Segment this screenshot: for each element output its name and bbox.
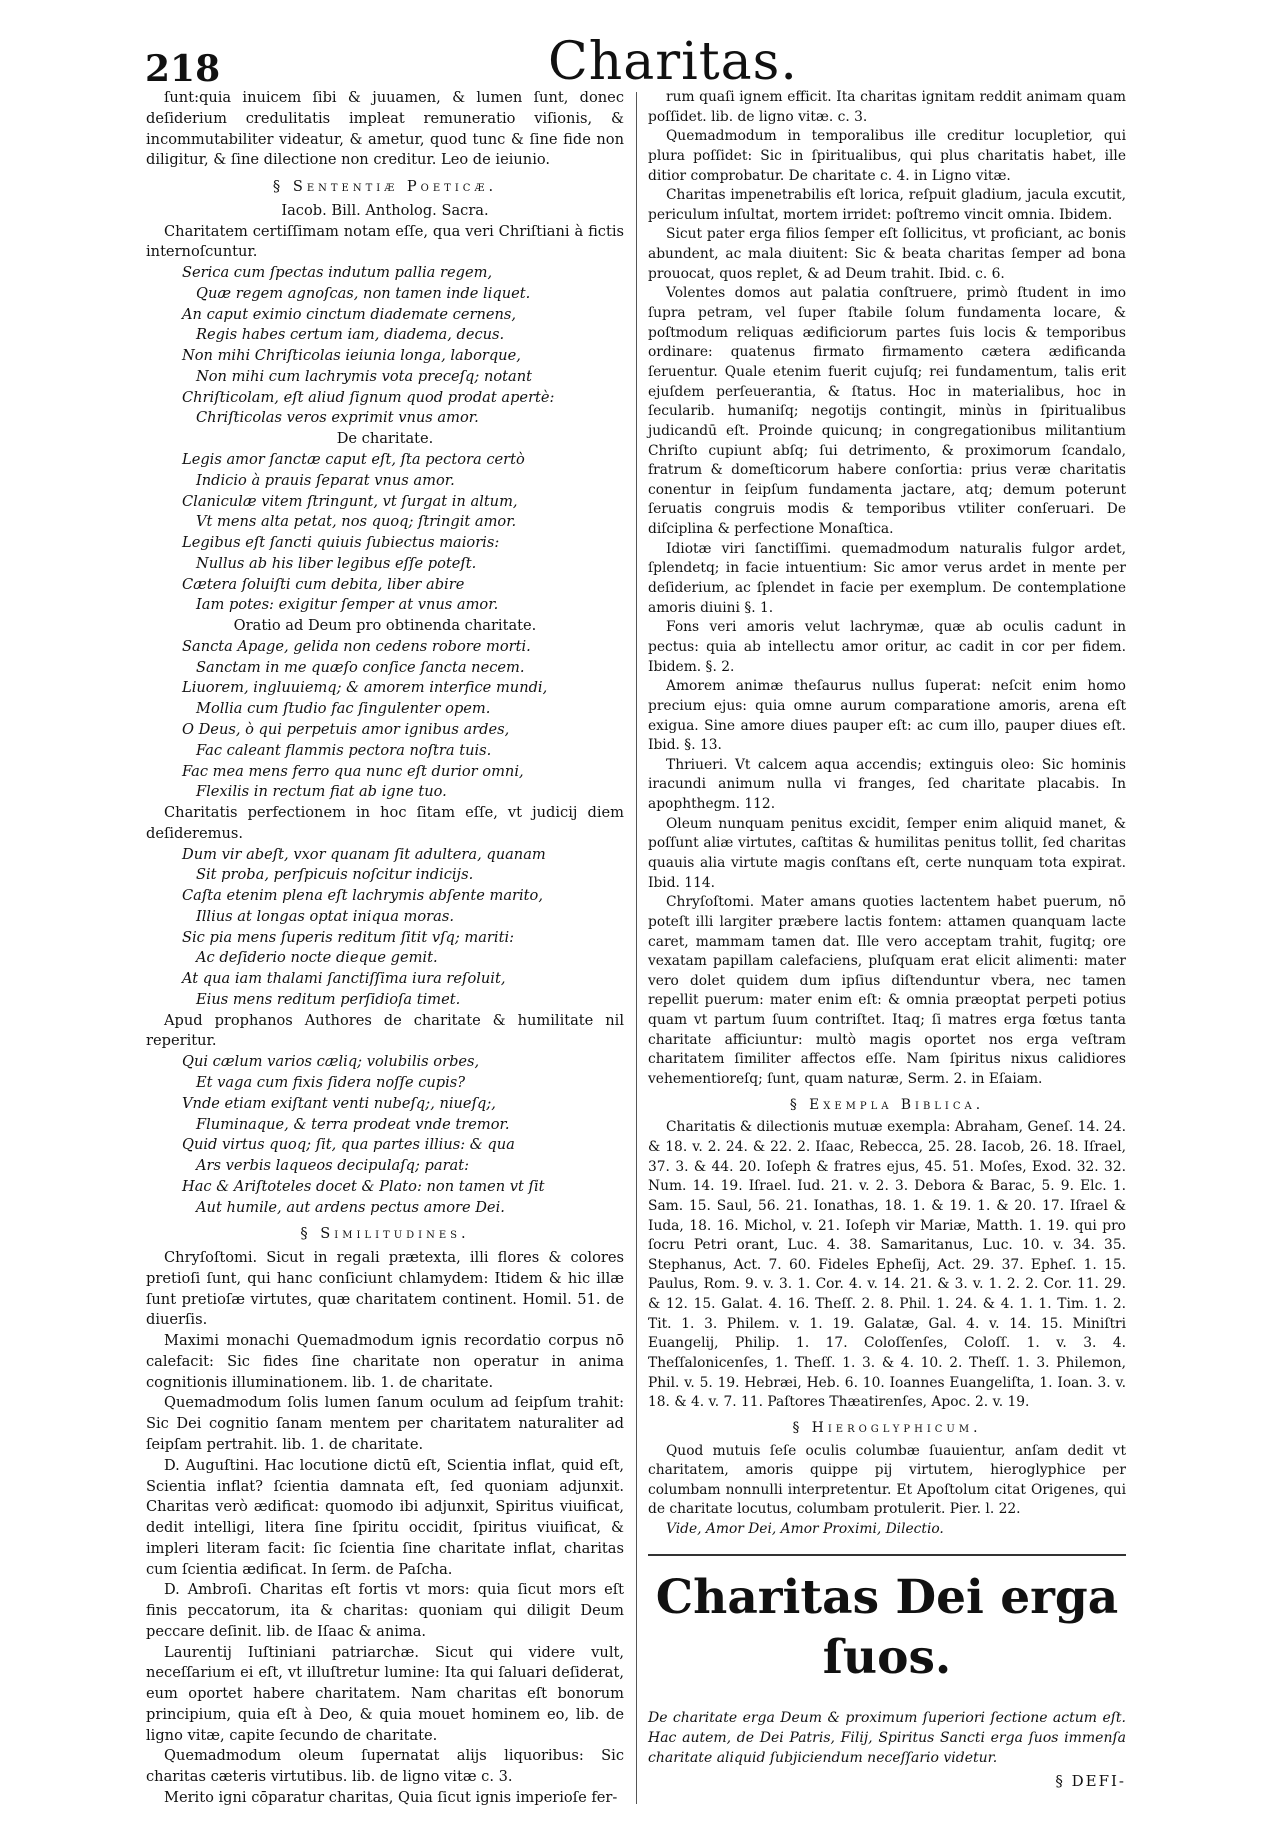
centered-line: Oratio ad Deum pro obtinenda charitate. bbox=[233, 617, 537, 635]
verse-line: Ars verbis laqueos decipulaſq; parat: bbox=[196, 1157, 470, 1175]
verse-line: Qui cælum varios cæliq; volubilis orbes, bbox=[182, 1053, 480, 1071]
verse-line: Regis habes certum iam, diadema, decus. bbox=[196, 326, 505, 344]
section-heading-small: § Sententiæ Poeticæ. bbox=[272, 178, 498, 196]
verse-line: Quæ regem agnoſcas, non tamen inde liquet. bbox=[196, 284, 531, 302]
verse-line: Non mihi Chriſticolas ieiunia longa, laborque, bbox=[182, 347, 521, 365]
verse-line: Mollia cum ſtudio fac ſingulenter opem. bbox=[196, 700, 491, 718]
verse-line: Ac deſiderio nocte dieque gemit. bbox=[196, 949, 438, 967]
paragraph: Charitatis perfectionem in hoc ſitam eſſe, vt judicij diem deſideremus. bbox=[146, 804, 624, 842]
paragraph: Quod mutuis ſeſe oculis columbæ ſuauientur, anſam dedit vt charitatem, amoris quippe pij virtutem, hieroglyphice per columbam nonnulli interpretentur. Et Apoſtolum citat Origenes, qui de charitate locutus, columbam protulerit. Pier. l. 22. bbox=[648, 1442, 1126, 1518]
centered-line: De charitate. bbox=[336, 430, 434, 448]
paragraph: D. Ambroſi. Charitas eſt fortis vt mors: quia ſicut mors eſt finis peccatorum, ita & charitas: quoniam qui diligit Deum peccare deſinit. lib. de Iſaac & anima. bbox=[146, 1581, 624, 1640]
column-divider bbox=[636, 92, 637, 1804]
paragraph: Sicut pater erga filios ſemper eſt ſollicitus, vt proficiant, ac bonis abundent, ac mala diuitent: Sic & beata charitas ſemper ad bona prouocat, quos replet, & ad Deum trahit. Ibid. c. 6. bbox=[648, 226, 1126, 282]
paragraph: rum quaſi ignem efficit. Ita charitas ignitam reddit animam quam poſſidet. lib. de ligno vitæ. c. 3. bbox=[648, 89, 1126, 125]
verse-line: An caput eximio cinctum diademate cernens, bbox=[182, 305, 517, 323]
paragraph: Charitatem certiſſimam notam eſſe, qua veri Chriſtiani à fictis internoſcuntur. bbox=[146, 222, 624, 261]
running-title: Charitas. bbox=[548, 32, 798, 92]
paragraph: Idiotæ viri ſanctiſſimi. quemadmodum naturalis fulgor ardet, ſplendetq; in facie intuentium: Sic amor verus ardet in mente per deſiderium, ac ſplendet in facie per exemplum. De contemplatione amoris diuini §. 1. bbox=[648, 540, 1126, 616]
right-column bbox=[648, 88, 1126, 1791]
centered-line: Iacob. Bill. Antholog. Sacra. bbox=[281, 201, 489, 219]
verse-line: Chriſticolam, eſt aliud ſignum quod prodat apertè: bbox=[182, 388, 555, 406]
page-header bbox=[0, 28, 1269, 92]
verse-line: Fluminaque, & terra prodeat vnde tremor. bbox=[196, 1115, 510, 1133]
paragraph: Volentes domos aut palatia conſtruere, primò ſtudent in imo ſupra petram, vel ſuper ſtabile ſolum fundamenta locare, & poſtmodum reliquas ædificiorum partes ſuis locis & temporibus ordinare: quatenus firmato firmamento cætera ædificanda ſeruentur. Quale etenim fuerit cujuſq; rei fundamentum, talis erit ejuſdem perſeuerantia, & ſtatus. Hoc in materialibus, hoc in ſecularib. humaniſq; negotijs contingit, minùs in ſpiritualibus judicandū eſt. Proinde quicunq; in congregationibus militantium Chriſto cupiunt abſq; ſui detrimento, & proximorum ſcandalo, fratrum & domeſticorum habere conſortia: prius veræ charitatis conentur in ſeipſum fundamenta jactare, atq; demum poterunt ſeruatis congruis modis & temporibus vtiliter conſeruari. De diſciplina & perfectione Monaſtica. bbox=[648, 285, 1126, 538]
verse-line: Serica cum ſpectas indutum pallia regem, bbox=[182, 264, 493, 282]
verse-line: Flexilis in rectum fiat ab igne tuo. bbox=[196, 783, 447, 801]
verse-line: Et vaga cum fixis ſidera noſſe cupis? bbox=[196, 1073, 466, 1091]
verse-line: Sic pia mens ſuperis reditum ſitit vſq; mariti: bbox=[182, 928, 515, 946]
paragraph: ſunt:quia inuicem ſibi & juuamen, & lumen ſunt, donec deſiderium credulitatis impleat remuneratio viſionis, & incommutabiliter videatur, & ametur, quod tunc & ſine fide non diligitur, & ſine dilectione non creditur. Leo de ieiunio. bbox=[146, 89, 624, 169]
section-heading-small: § Exempla Biblica. bbox=[789, 1096, 985, 1113]
cross-reference: Vide, Amor Dei, Amor Proximi, Dilectio. bbox=[666, 1521, 944, 1538]
verse-line: Cætera ſoluiſti cum debita, liber abire bbox=[182, 575, 465, 593]
verse-line: Nullus ab his liber legibus eſſe poteſt. bbox=[196, 554, 477, 572]
paragraph: Quemadmodum oleum ſupernatat alijs liquoribus: Sic charitas cæteris virtutibus. lib. de ligno vitæ c. 3. bbox=[146, 1747, 624, 1786]
verse-line: Sancta Apage, gelida non cedens robore morti. bbox=[182, 637, 531, 655]
catchword: § DEFI- bbox=[1055, 1771, 1126, 1790]
paragraph: Charitas impenetrabilis eſt lorica, reſpuit gladium, jacula excutit, periculum inſultat, mortem irridet: poſtremo vincit omnia. Ibidem. bbox=[648, 187, 1126, 223]
paragraph: Merito igni cōparatur charitas, Quia ſicut ignis imperioſe fer- bbox=[164, 1789, 618, 1807]
verse-line: Vnde etiam exiſtant venti nubeſq;, niueſq;, bbox=[182, 1094, 496, 1112]
right-column-body bbox=[648, 88, 1126, 1540]
verse-line: Indicio à prauis ſeparat vnus amor. bbox=[196, 471, 455, 489]
verse-line: Legis amor ſanctæ caput eſt, ſta pectora certò bbox=[182, 451, 525, 469]
verse-line: Aut humile, aut ardens pectus amore Dei. bbox=[196, 1198, 505, 1216]
verse-line: Sit proba, perſpicuis noſcitur indicijs. bbox=[196, 866, 474, 884]
section-rule bbox=[648, 1554, 1126, 1556]
verse-line: Iam potes: exigitur ſemper at vnus amor. bbox=[196, 596, 499, 614]
paragraph: Fons veri amoris velut lachrymæ, quæ ab oculis cadunt in pectus: quia ab intellectu amor oritur, ac cadit in cor per fidem. Ibidem. §. 2. bbox=[648, 619, 1126, 675]
section-heading: Charitas Dei erga ſuos. bbox=[655, 1569, 1119, 1685]
verse-line: Hac & Ariſtoteles docet & Plato: non tamen vt ſit bbox=[182, 1177, 545, 1195]
paragraph: Amorem animæ theſaurus nullus ſuperat: neſcit enim homo precium ejus: quia omne aurum comparatione amoris, arena eſt exigua. Sine amore diues pauper eſt: ac cum illo, pauper diues eſt. Ibid. §. 13. bbox=[648, 678, 1126, 754]
paragraph: Charitatis & dilectionis mutuæ exempla: Abraham, Geneſ. 14. 24. & 18. v. 2. 24. & 22. 2. Iſaac, Rebecca, 25. 28. Iacob, 26. 18. Iſrael, 37. 3. & 44. 20. Ioſeph & fratres ejus, 45. 51. Moſes, Exod. 32. 32. Num. 14. 19. Iſrael. Iud. 21. v. 2. 3. Debora & Barac, 5. 9. Elc. 1. Sam. 15. Saul, 56. 21. Ionathas, 18. 1. & 19. 1. & 20. 17. Iſrael & Iuda, 18. 16. Michol, v. 21. Ioſeph vir Mariæ, Matth. 1. 19. qui pro ſocru Petri orant, Luc. 4. 38. Samaritanus, Luc. 10. v. 34. 35. Stephanus, Act. 7. 60. Fideles Epheſij, Act. 29. 37. Epheſ. 1. 15. Paulus, Rom. 9. v. 3. 1. Cor. 4. v. 14. 21. & 3. v. 1. 2. 2. Cor. 11. 29. & 12. 15. Galat. 4. 16. Theſſ. 2. 8. Phil. 1. 24. & 4. 1. 1. Tim. 1. 2. Tit. 1. 3. Philem. v. 1. 19. Galatæ, Gal. 4. v. 14. 15. Miniſtri Euangelij, Philip. 1. 17. Coloſſenſes, Coloſſ. 1. v. 3. 4. Theſſalonicenſes, 1. Theſſ. 1. 3. & 4. 10. 2. Theſſ. 1. 3. Philemon, Phil. v. 5. 19. Hebræi, Heb. 6. 10. Ioannes Euangeliſta, 1. Ioan. 3. v. 18. & 4. v. 7. 11. Paſtores Thæatirenſes, Apoc. 2. v. 19. bbox=[648, 1119, 1126, 1411]
verse-line: Dum vir abeſt, vxor quanam ſit adultera, quanam bbox=[182, 845, 546, 863]
left-column bbox=[146, 88, 624, 1809]
verse-line: Chriſticolas veros exprimit vnus amor. bbox=[196, 409, 479, 427]
verse-line: Claniculæ vitem ſtringunt, vt ſurgat in altum, bbox=[182, 492, 518, 510]
paragraph: Quemadmodum in temporalibus ille creditur locupletior, qui plura poſſidet: Sic in ſpiritualibus, qui plus charitatis habet, ille ditior comprobatur. De charitate c. 4. in Ligno vitæ. bbox=[648, 128, 1126, 184]
verse-line: At qua iam thalami ſanctiſſima iura reſoluit, bbox=[182, 970, 506, 988]
paragraph: Quemadmodum ſolis lumen ſanum oculum ad ſeipſum trahit: Sic Dei cognitio ſanam mentem per charitatem naturaliter ad ſeipſam pertrahit. lib. 1. de charitate. bbox=[146, 1394, 624, 1453]
verse-line: Caſta etenim plena eſt lachrymis abſente marito, bbox=[182, 887, 543, 905]
verse-line: Fac caleant flammis pectora noſtra tuis. bbox=[196, 741, 492, 759]
page-number: 218 bbox=[145, 48, 221, 90]
verse-line: Non mihi cum lachrymis vota preceſq; notant bbox=[196, 367, 532, 385]
paragraph: Thriueri. Vt calcem aqua accendis; extinguis oleo: Sic hominis iracundi animum nulla vi franges, ſed charitate placabis. In apophthegm. 112. bbox=[648, 756, 1126, 813]
paragraph: D. Auguſtini. Hac locutione dictū eſt, Scientia inflat, quid eſt, Scientia inflat? ſcientia damnata eſt, ſed quoniam adjunxit. Charitas verò ædificat: quomodo ibi adjunxit, Spiritus viuificat, dedit intelligi, litera ſine ſpiritu occidit, ſpiritus viuificat, & impleri literam facit: ſic ſcientia ſine charitate inflat, charitas cum ſcientia ædificat. In ſerm. de Paſcha. bbox=[146, 1456, 624, 1578]
verse-line: Sanctam in me quæſo conſice ſancta necem. bbox=[196, 658, 525, 676]
verse-line: Liuorem, ingluuiemq; & amorem interfice mundi, bbox=[182, 679, 548, 697]
section-intro: De charitate erga Deum & proximum ſuperiori ſectione actum eſt. Hac autem, de Dei Patris, Filij, Spiritus Sancti erga ſuos immenſa charitate aliquid ſubjiciendum neceſſario videtur. bbox=[648, 1709, 1126, 1766]
verse-line: Quid virtus quoq; ſit, qua partes illius: & qua bbox=[182, 1136, 515, 1154]
paragraph: Chryſoſtomi. Sicut in regali prætexta, illi flores & colores pretioſi ſunt, qui hanc conſiciunt chlamydem: Itidem & hic illæ ſunt pretioſæ virtutes, quæ charitatem continent. Homil. 51. de diuerſis. bbox=[146, 1249, 624, 1329]
verse-line: Illius at longas optat iniqua moras. bbox=[196, 907, 454, 925]
paragraph: Oleum nunquam penitus excidit, ſemper enim aliquid manet, & poſſunt aliæ virtutes, caſtitas & humilitas penitus tollit, ſed charitas quauis alia virtute magis conſtans eſt, certe nunquam tota expirat. Ibid. 114. bbox=[648, 815, 1126, 891]
verse-line: Fac mea mens ferro qua nunc eſt durior omni, bbox=[182, 762, 524, 780]
paragraph: Chryſoſtomi. Mater amans quoties lactentem habet puerum, nō poteſt illi largiter præbere lactis fontem: attamen quanquam lacte caret, mammam tamen dat. Ille vero acceptam trahit, fugitq; ore vexatam papillam calefaciens, pluſquam erat elicit alimenti: mater vero dolet quidem dum ipſius diſtenduntur vbera, nec tamen repellit puerum: mater enim eſt: & omnia præoptat perpeti potius quam vt partum ſuum contriſtet. Itaq; ſi matres erga fœtus tanta charitate afficiuntur: multò magis oportet nos erga veſtram charitatem ſimiliter affectos eſſe. Nam ſpiritus nixus calidiores vehementioreſq; ſunt, quam naturæ, Serm. 2. in Eſaiam. bbox=[648, 894, 1126, 1088]
paragraph: Apud prophanos Authores de charitate & humilitate nil reperitur. bbox=[146, 1011, 624, 1050]
paragraph: Maximi monachi Quemadmodum ignis recordatio corpus nō calefacit: Sic fides ſine charitate non operatur in anima cognitionis illuminationem. lib. 1. de charitate. bbox=[146, 1332, 624, 1391]
section-heading-small: § Similitudines. bbox=[300, 1225, 470, 1243]
verse-line: O Deus, ò qui perpetuis amor ignibus ardes, bbox=[182, 720, 510, 738]
paragraph: Laurentij Iuſtiniani patriarchæ. Sicut qui videre vult, neceſſarium ei eſt, vt illuſtretur lumine: Ita qui ſaluari deſiderat, eum oportet habere charitatem. Nam charitas eſt bonorum principium, quia eſt à Deo, & quia mouet hominem eo, lib. de ligno vitæ, capite ſecundo de charitate. bbox=[146, 1643, 624, 1744]
verse-line: Legibus eſt ſancti quiuis ſubiectus maioris: bbox=[182, 534, 500, 552]
verse-line: Eius mens reditum perſidioſa timet. bbox=[196, 990, 461, 1008]
verse-line: Vt mens alta petat, nos quoq; ſtringit amor. bbox=[196, 513, 517, 531]
section-heading-small: § Hieroglyphicum. bbox=[792, 1419, 982, 1436]
